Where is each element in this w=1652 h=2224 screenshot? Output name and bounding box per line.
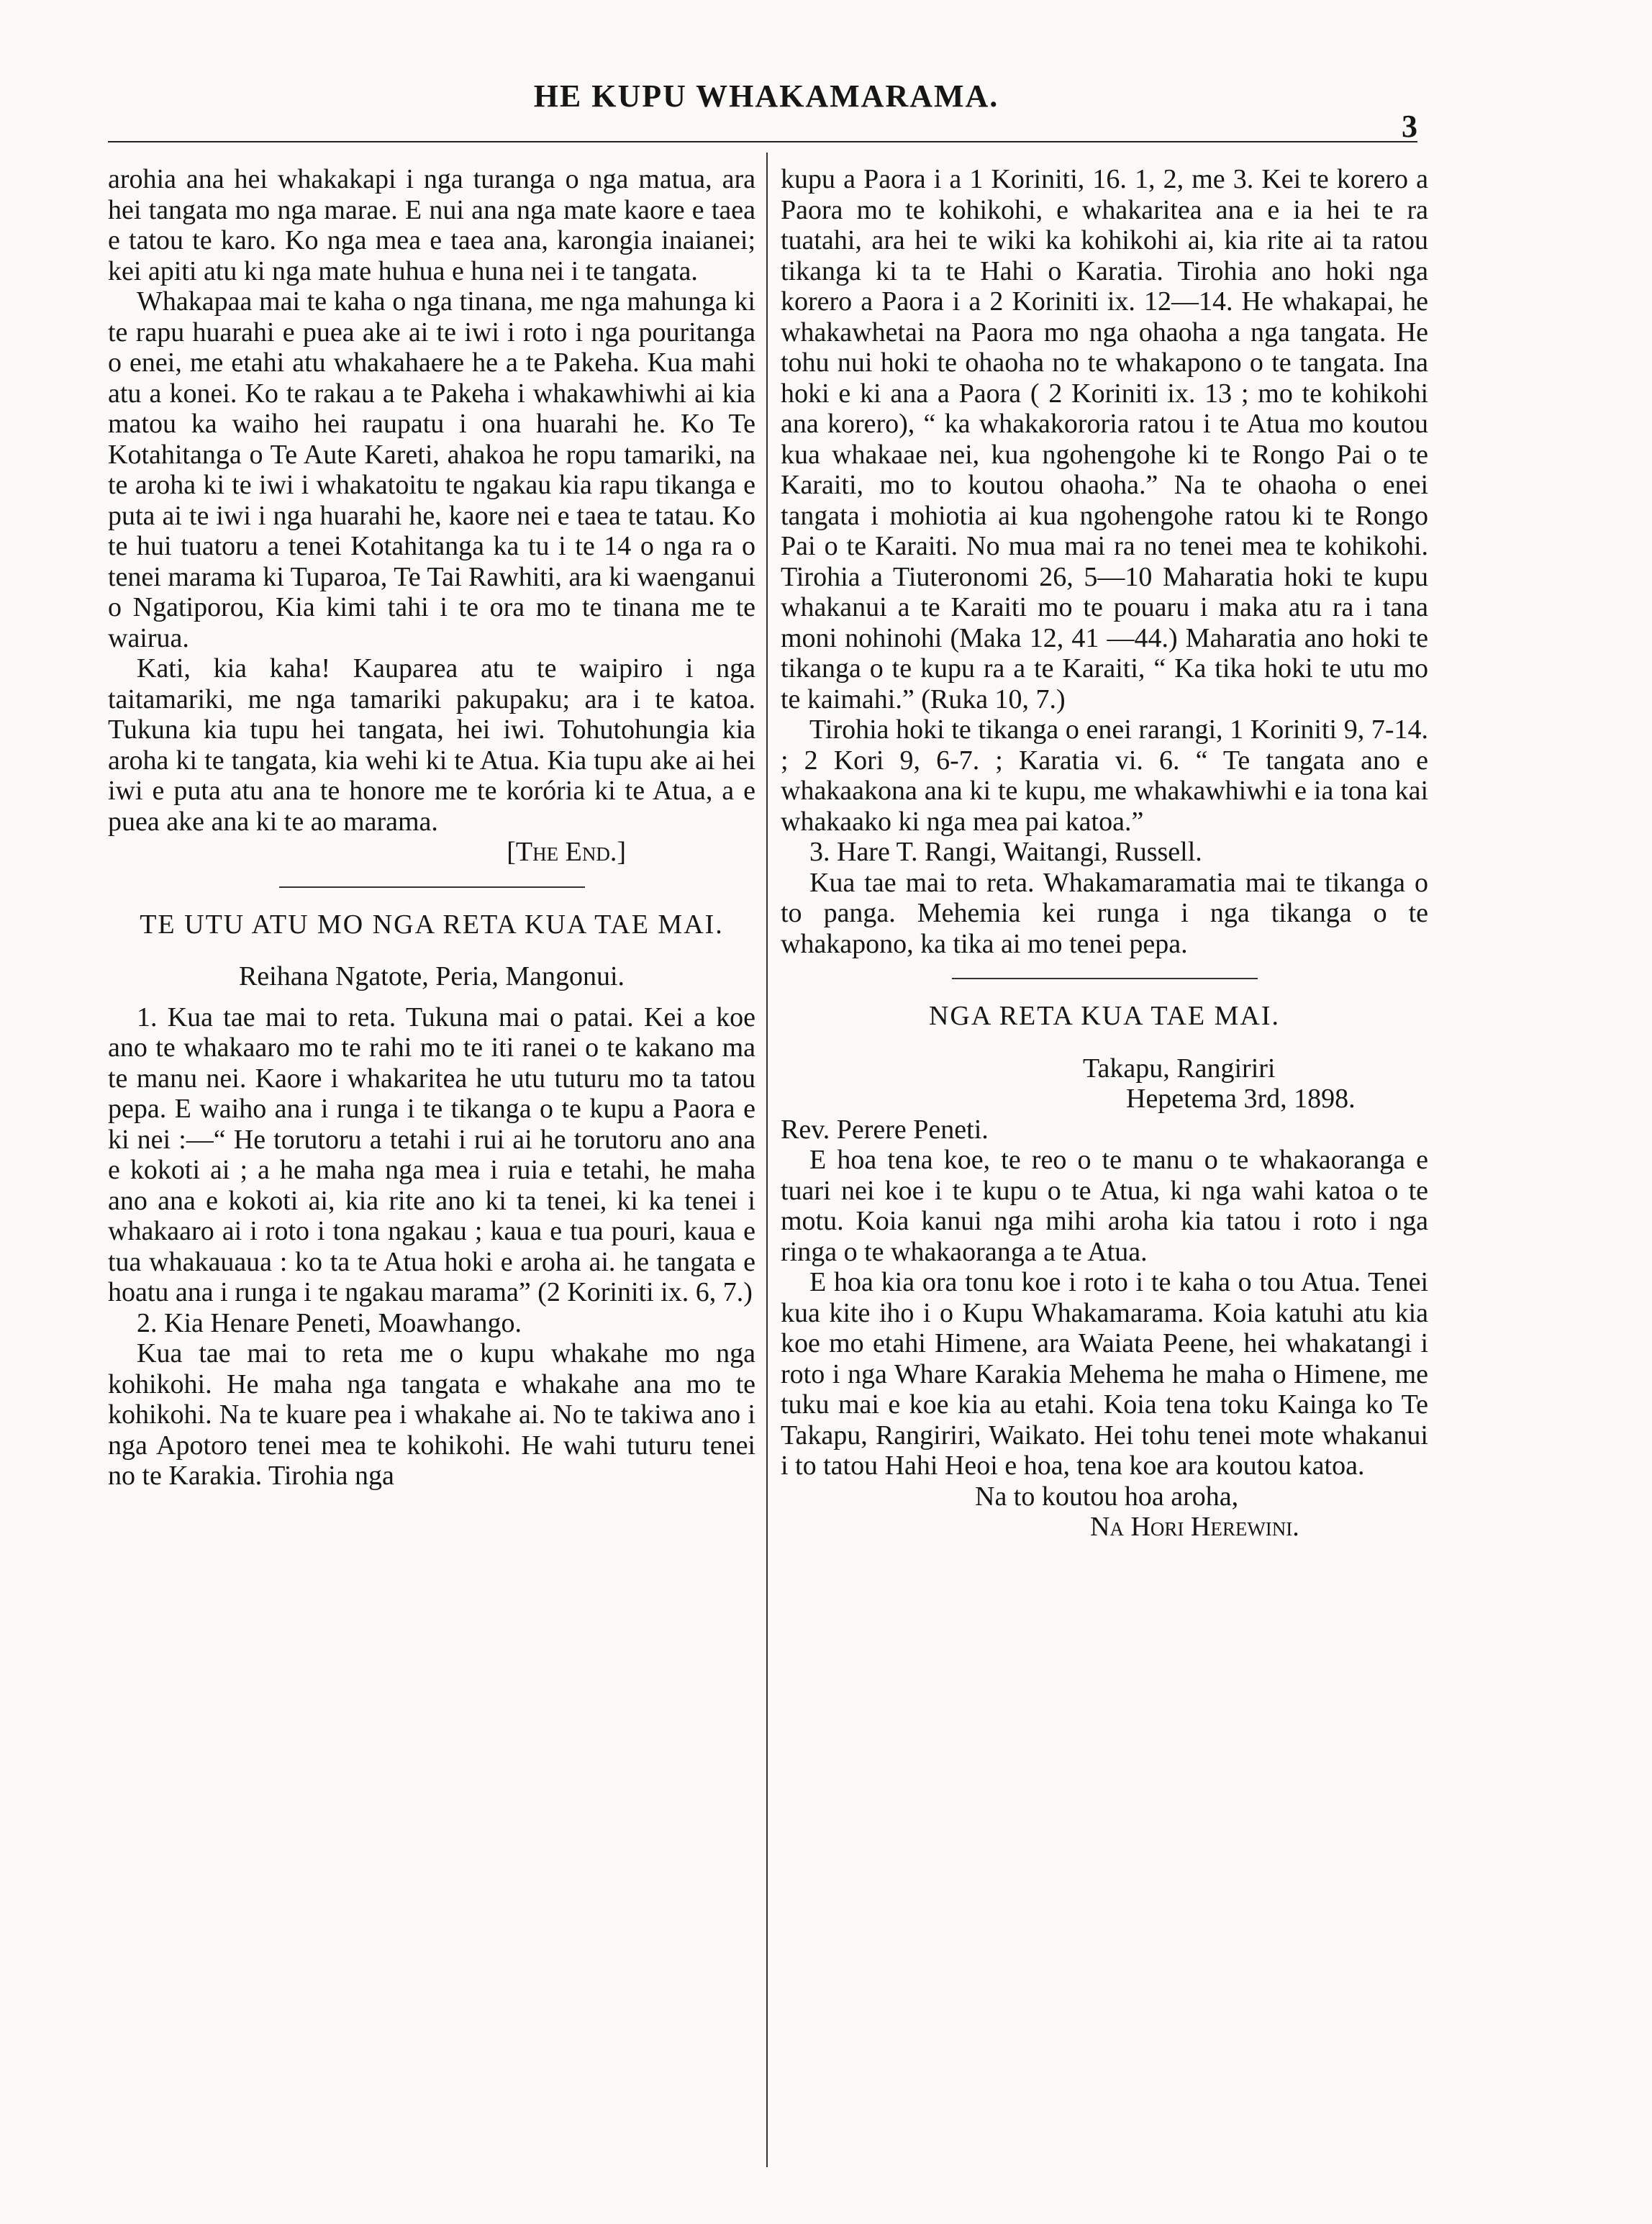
letter-sender: 3. Hare T. Rangi, Waitangi, Russell. — [809, 837, 1202, 867]
article-paragraph: Tirohia hoki te tikanga o enei rarangi, 1 Koriniti 9, 7-14. ; 2 Kori 9, 6-7. ; Karatia vi. 6. “ Te tangata ano e whakaakona ana ki te kupu, me whakawhiwhi e ia tona kai whakaako ki nga mea pai katoa.” — [781, 714, 1428, 837]
letter-reply: Kua tae mai to reta me o kupu whakahe mo nga kohikohi. He maha nga tangata e whakahe ana mo te kohikohi. Na te kuare pea i whakahe ai. No te takiwa ano i nga Apotoro tenei mea te kohikohi. He wahi tuturu tenei no te Karakia. Tirohia nga — [108, 1338, 755, 1491]
page-number: 3 — [1402, 109, 1417, 144]
letter-signature: Na Hori Herewini. — [1090, 1512, 1299, 1542]
letter-date: Hepetema 3rd, 1898. — [1126, 1084, 1356, 1114]
section-divider — [279, 886, 585, 888]
the-end-mark: [The End.] — [507, 837, 626, 867]
letter-reply: 1. Kua tae mai to reta. Tukuna mai o patai. Kei a koe ano te whakaaro mo te rahi mo te iti ranei o te kakano ma te manu nei. Kaore i whakaritea he utu tuturu mo ta tatou pepa. E waiho ana i runga i te tikanga o te kupu a Paora e ki nei :—“ He torutoru a tetahi i rui ai he torutoru ano ana e kokoti ai ; a he maha nga mea i ruia e tetahi, he maha ano ana e kokoti ai, kia rite ano ki ta tenei, ki ka tenei i whakaaro ai i roto i tona ngakau ; kaua e tua pouri, kaua e tua whakauaua : ko ta te Atua hoki e aroha ai. he tangata e hoatu ana i runga i te ngakau marama” (2 Koriniti ix. 6, 7.) — [108, 1002, 755, 1307]
column-divider — [766, 153, 768, 2167]
letter-reply: Kua tae mai to reta. Whakamaramatia mai te tikanga o to panga. Mehemia kei runga i nga tikanga o te whakapono, ka tika ai mo tenei pepa. — [781, 867, 1428, 959]
letter-closing: Na to koutou hoa aroha, — [975, 1481, 1239, 1512]
article-continuation: arohia ana hei whakakapi i nga turanga o nga matua, ara hei tangata mo nga marae. E nui ana nga mate kaore e taea e tatou te karo. Ko nga mea e taea ana, karongia inaianei; kei apiti atu ki nga mate huhua e huna nei i te tangata. — [108, 164, 755, 286]
section-divider — [952, 978, 1258, 979]
section-title: TE UTU ATU MO NGA RETA KUA TAE MAI. — [140, 909, 724, 940]
letter-paragraph: E hoa kia ora tonu koe i roto i te kaha o tou Atua. Tenei kua kite iho i o Kupu Whakamarama. Koia katuhi atu kia koe mo etahi Himene, ara Waiata Peene, hei whakatangi i roto i nga Whare Karakia Mehema he maha o Himene, me tuku mai e koe kia au etahi. Koia tena toku Kainga ko Te Takapu, Rangiriri, Waikato. Hei tohu tenei mote whakanui i to tatou Hahi Heoi e hoa, tena koe ara koutou katoa. — [781, 1267, 1428, 1481]
section-title: NGA RETA KUA TAE MAI. — [928, 1001, 1281, 1031]
right-column — [781, 164, 1428, 1543]
letter-paragraph: E hoa tena koe, te reo o te manu o te whakaoranga e tuari nei koe i te kupu o te Atua, ki nga wahi katoa o te motu. Koia kanui nga mihi aroha kia tatou i roto i nga ringa o te whakaoranga a te Atua. — [781, 1145, 1428, 1267]
left-column — [108, 164, 755, 1492]
running-head: HE KUPU WHAKAMARAMA. — [533, 78, 999, 114]
letter-sender: 2. Kia Henare Peneti, Moawhango. — [137, 1307, 522, 1338]
letter-salutation: Rev. Perere Peneti. — [781, 1114, 989, 1145]
letter-sender: Reihana Ngatote, Peria, Mangonui. — [238, 961, 625, 991]
article-continuation: kupu a Paora i a 1 Koriniti, 16. 1, 2, me 3. Kei te korero a Paora mo te kohikohi, e whakaritea ana e ia hei te ra tuatahi, ara hei te wiki ka kohikohi ai, kia rite ai ta ratou tikanga ki ta te Hahi o Karatia. Tirohia ano hoki nga korero a Paora i a 2 Koriniti ix. 12—14. He whakapai, he whakawhetai na Paora mo nga ohaoha a nga tangata. He tohu nui hoki te ohaoha no te whakapono o te tangata. Ina hoki e ki ana a Paora ( 2 Koriniti ix. 13 ; mo te kohikohi ana korero), “ ka whakakororia ratou i te Atua mo koutou kua whakaae nei, kua ngohengohe ki te Rongo Pai o te Karaiti, mo to koutou ohaoha.” Na te ohaoha o enei tangata i mohiotia ai kua ngohengohe ratou ki te Rongo Pai o te Karaiti. No mua mai ra no tenei mea te kohikohi. Tirohia a Tiuteronomi 26, 5—10 Maharatia hoki te kupu whakanui a te Karaiti mo te pouaru i maka atu ra i tana moni nohinohi (Maka 12, 41 —44.) Maharatia ano hoki te tikanga o te kupu ra a te Karaiti, “ Ka tika hoki te utu mo te kaimahi.” (Ruka 10, 7.) — [781, 164, 1428, 714]
header-rule — [108, 141, 1417, 142]
article-paragraph: Kati, kia kaha! Kauparea atu te waipiro i nga taitamariki, me nga tamariki pakupaku; ara i te katoa. Tukuna kia tupu hei tangata, hei iwi. Tohutohungia kia aroha ki te tangata, kia wehi ki te Atua. Kia tupu ake ai hei iwi e puta atu ana te honore me te korória ki te Atua, a e puea ake ana ki te ao marama. — [108, 653, 755, 837]
letter-place: Takapu, Rangiriri — [1083, 1053, 1276, 1084]
article-paragraph: Whakapaa mai te kaha o nga tinana, me nga mahunga ki te rapu huarahi e puea ake ai te iwi i roto i nga pouritanga o enei, me etahi atu whakahaere he a te Pakeha. Kua mahi atu a konei. Ko te rakau a te Pakeha i whakawhiwhi ai kia matou ka waiho hei raupatu i ona huarahi he. Ko Te Kotahitanga o Te Aute Kareti, ahakoa he ropu tamariki, na te aroha ki te iwi i whakatoitu te ngakau kia rapu tikanga e puta ai te iwi i nga huarahi he, kaore nei e taea te tatau. Ko te hui tuatoru a tenei Kotahitanga ka tu i te 14 o nga ra o tenei marama ki Tuparoa, Te Tai Rawhiti, ara ki waenganui o Ngatiporou, Kia kimi tahi i te ora mo te tinana me te wairua. — [108, 286, 755, 653]
